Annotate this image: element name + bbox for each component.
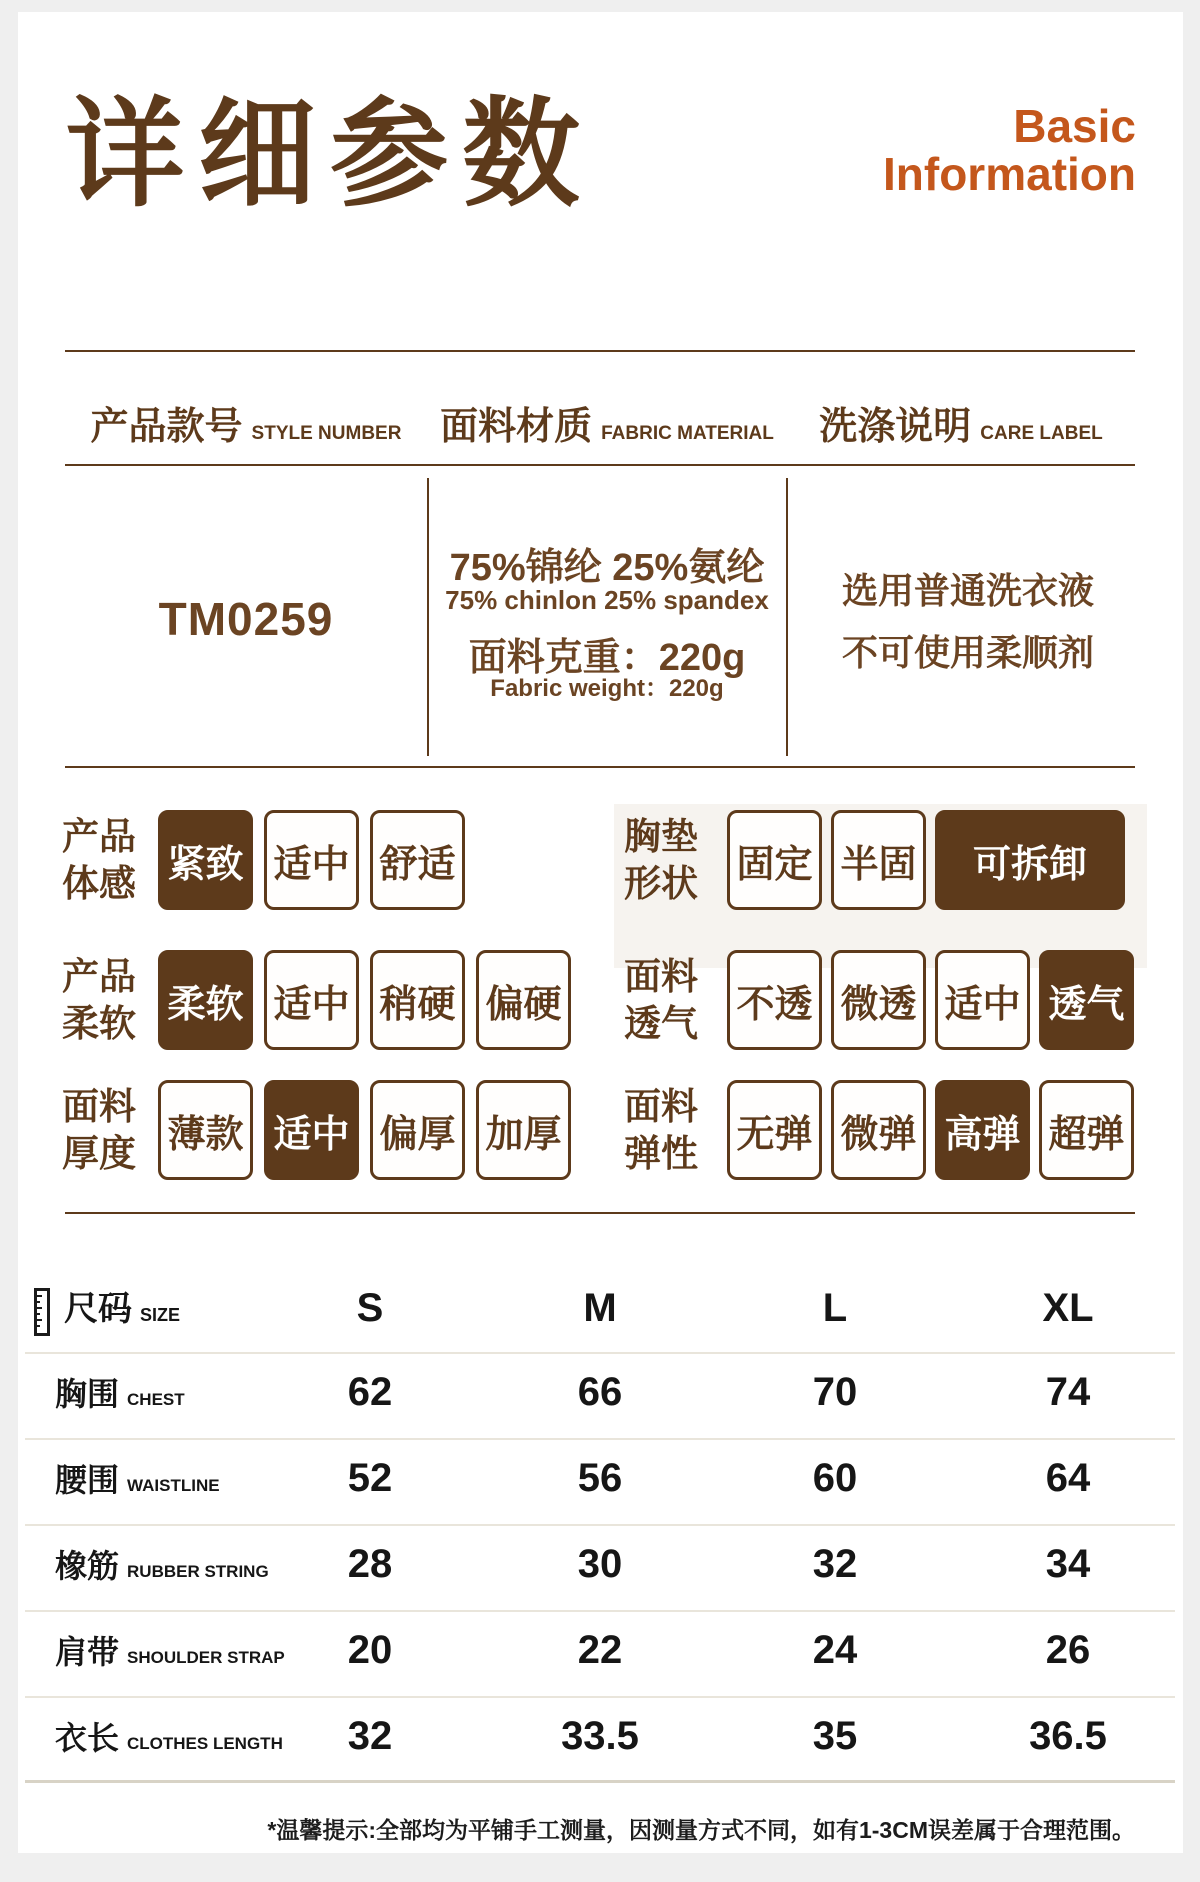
- size-row-clothes-length: [0, 1714, 1200, 1770]
- size-value: 32: [347, 1714, 393, 1758]
- feature-label-body-feel: 产品 体感: [62, 816, 136, 904]
- size-value: 32: [812, 1542, 858, 1586]
- size-value: 26: [1045, 1628, 1091, 1672]
- size-row-chest: [0, 1370, 1200, 1426]
- option-chip: 半固: [831, 810, 926, 910]
- option-chip: 微透: [831, 950, 926, 1050]
- feature-label-softness: 产品 柔软: [62, 956, 136, 1044]
- size-row-shoulder-strap: [0, 1628, 1200, 1684]
- size-row-label: 尺码 SIZE: [64, 1290, 181, 1328]
- option-chip: 可拆卸: [935, 810, 1125, 910]
- size-value: 20: [347, 1628, 393, 1672]
- size-value: 62: [347, 1370, 393, 1414]
- option-chip: 高弹: [935, 1080, 1030, 1180]
- option-chip: 适中: [264, 1080, 359, 1180]
- table-bottom-rule: [25, 1780, 1175, 1783]
- row-separator: [25, 1610, 1175, 1612]
- option-chip: 偏厚: [370, 1080, 465, 1180]
- divider: [65, 1212, 1135, 1214]
- size-value: 34: [1045, 1542, 1091, 1586]
- option-chip: 薄款: [158, 1080, 253, 1180]
- header-en: CARE LABEL: [980, 423, 1103, 444]
- feature-label-breathability: 面料 透气: [624, 956, 698, 1044]
- subtitle-line-1: Basic: [1013, 100, 1136, 152]
- column-header-fabric-material: [427, 396, 787, 446]
- size-value: 33.5: [561, 1714, 639, 1758]
- size-chart-header: [0, 1286, 1200, 1338]
- column-header-care-label: [781, 396, 1141, 446]
- ruler-icon: [34, 1288, 50, 1336]
- option-chip: 紧致: [158, 810, 253, 910]
- size-value: 52: [347, 1456, 393, 1500]
- size-row-waistline: [0, 1456, 1200, 1512]
- row-separator: [25, 1352, 1175, 1354]
- header-en: FABRIC MATERIAL: [601, 423, 774, 444]
- care-instructions: [786, 560, 1150, 684]
- feature-row-1: [0, 810, 1200, 910]
- size-column-s: S: [356, 1286, 384, 1330]
- size-value: 74: [1045, 1370, 1091, 1414]
- size-column-xl: XL: [1042, 1286, 1094, 1330]
- size-value: 64: [1045, 1456, 1091, 1500]
- divider: [65, 766, 1135, 768]
- header-en: STYLE NUMBER: [251, 423, 402, 444]
- size-row-label: 衣长 CLOTHES LENGTH: [55, 1720, 283, 1756]
- size-column-l: L: [822, 1286, 848, 1330]
- option-chip: 超弹: [1039, 1080, 1134, 1180]
- option-chip: 适中: [264, 810, 359, 910]
- size-value: 56: [577, 1456, 623, 1500]
- column-header-style-number: [66, 396, 426, 446]
- page-title: 详细参数: [66, 89, 595, 221]
- fabric-weight-cn: 面料克重：220g: [468, 637, 746, 679]
- option-chip: 加厚: [476, 1080, 571, 1180]
- style-number-value: TM0259: [158, 593, 334, 645]
- feature-row-2: [0, 950, 1200, 1050]
- care-line-1: 选用普通洗衣液: [841, 570, 1094, 611]
- option-chip: 舒适: [370, 810, 465, 910]
- divider: [65, 464, 1135, 466]
- column-divider: [427, 478, 429, 756]
- option-chip: 透气: [1039, 950, 1134, 1050]
- option-chip: 柔软: [158, 950, 253, 1050]
- fabric-weight-en: Fabric weight：220g: [490, 675, 724, 702]
- option-chip: 固定: [727, 810, 822, 910]
- subtitle-line-2: Information: [883, 148, 1136, 201]
- size-row-label: 橡筋 RUBBER STRING: [55, 1548, 269, 1584]
- size-row-label: 胸围 CHEST: [55, 1376, 185, 1412]
- size-row-label: 腰围 WAISTLINE: [55, 1462, 220, 1498]
- header-cn: 洗涤说明: [819, 406, 972, 448]
- row-separator: [25, 1524, 1175, 1526]
- row-separator: [25, 1438, 1175, 1440]
- feature-label-thickness: 面料 厚度: [62, 1086, 136, 1174]
- measurement-disclaimer: *温馨提示:全部均为平铺手工测量，因测量方式不同，如有1-3CM误差属于合理范围。: [267, 1817, 1135, 1843]
- feature-row-3: [0, 1080, 1200, 1180]
- option-chip: 无弹: [727, 1080, 822, 1180]
- divider: [65, 350, 1135, 352]
- size-value: 28: [347, 1542, 393, 1586]
- size-value: 66: [577, 1370, 623, 1414]
- fabric-composition-cn: 75%锦纶 25%氨纶: [449, 547, 765, 589]
- header-cn: 面料材质: [440, 406, 593, 448]
- size-column-m: M: [583, 1286, 617, 1330]
- header-cn: 产品款号: [90, 406, 243, 448]
- option-chip: 偏硬: [476, 950, 571, 1050]
- size-value: 24: [812, 1628, 858, 1672]
- page-subtitle-en: [883, 102, 1136, 199]
- option-chip: 稍硬: [370, 950, 465, 1050]
- option-chip: 不透: [727, 950, 822, 1050]
- size-row-rubber-string: [0, 1542, 1200, 1598]
- size-value: 22: [577, 1628, 623, 1672]
- feature-label-elasticity: 面料 弹性: [624, 1086, 698, 1174]
- row-separator: [25, 1696, 1175, 1698]
- size-value: 70: [812, 1370, 858, 1414]
- size-row-label: 肩带 SHOULDER STRAP: [55, 1634, 285, 1670]
- size-value: 35: [812, 1714, 858, 1758]
- option-chip: 适中: [264, 950, 359, 1050]
- feature-label-pad-shape: 胸垫 形状: [624, 816, 698, 904]
- care-line-2: 不可使用柔顺剂: [841, 632, 1094, 673]
- option-chip: 微弹: [831, 1080, 926, 1180]
- size-value: 30: [577, 1542, 623, 1586]
- fabric-composition-en: 75% chinlon 25% spandex: [445, 585, 769, 615]
- option-chip: 适中: [935, 950, 1030, 1050]
- size-value: 36.5: [1029, 1714, 1107, 1758]
- size-value: 60: [812, 1456, 858, 1500]
